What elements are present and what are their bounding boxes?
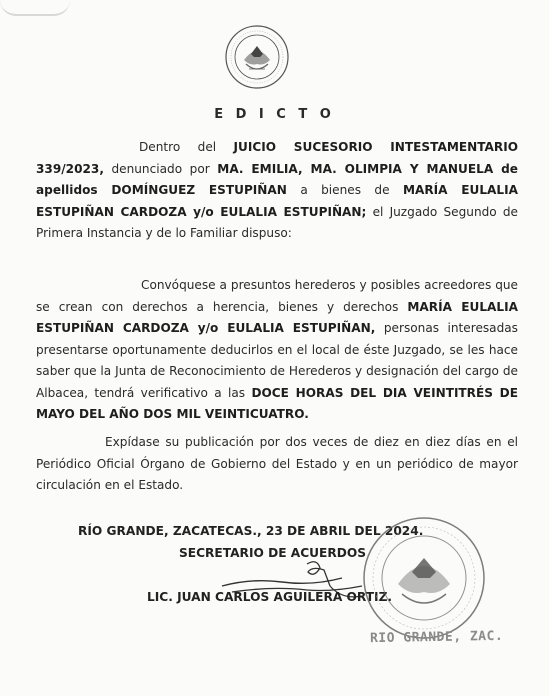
p1-text-3: a bienes de <box>286 183 403 197</box>
p2-text-2: personas interesadas presentarse oportunamente deducirlos en el local de éste Juzgado, se les hace saber que la Junta de Reconocimiento de Herederos y designación del cargo de Albacea, tendrá verificativo a las <box>36 321 518 400</box>
official-name: LIC. JUAN CARLOS AGUILERA ORTIZ. <box>147 590 393 604</box>
city-stamp: RIO GRANDE, ZAC. <box>369 628 504 647</box>
p1-claimants: MA. EMILIA, MA. OLIMPIA Y MANUELA de apellidos DOMÍNGUEZ ESTUPIÑAN <box>36 161 518 197</box>
p1-text-2: denunciado por <box>103 161 218 176</box>
paragraph-publication <box>36 432 518 497</box>
paragraph-intro <box>36 137 518 245</box>
p1-text-1: Dentro del <box>139 140 234 154</box>
scan-corner-mark <box>0 0 70 16</box>
court-seal-bottom-icon <box>360 514 488 642</box>
document-title: E D I C T O <box>214 107 335 122</box>
secretary-title: SECRETARIO DE ACUERDOS <box>179 546 367 560</box>
p1-case-number: JUICIO SUCESORIO INTESTAMENTARIO 339/2023, <box>36 140 518 176</box>
paragraph-summons <box>36 275 518 426</box>
p2-deceased-name: MARÍA EULALIA ESTUPIÑAN CARDOZA y/o EULALIA ESTUPIÑAN, <box>36 299 518 335</box>
p1-text-4: el Juzgado Segundo de Primera Instancia y de lo Familiar dispuso: <box>36 204 518 240</box>
place-date: RÍO GRANDE, ZACATECAS., 23 DE ABRIL DEL 2024. <box>78 524 424 538</box>
p2-text-1: Convóquese a presuntos herederos y posibles acreedores que se crean con derechos a herencia, bienes y derechos <box>36 278 518 314</box>
p3-text-1: Expídase su publicación por dos veces de diez en diez días en el Periódico Oficial Órgano de Gobierno del Estado y en un periódico de mayor circulación en el Estado. <box>36 435 518 492</box>
p1-deceased-name: MARÍA EULALIA ESTUPIÑAN CARDOZA y/o EULALIA ESTUPIÑAN; <box>36 183 518 219</box>
p2-hearing-date: DOCE HORAS DEL DIA VEINTITRÉS DE MAYO DEL AÑO DOS MIL VEINTICUATRO. <box>36 385 518 421</box>
court-seal-top-icon <box>224 24 290 90</box>
